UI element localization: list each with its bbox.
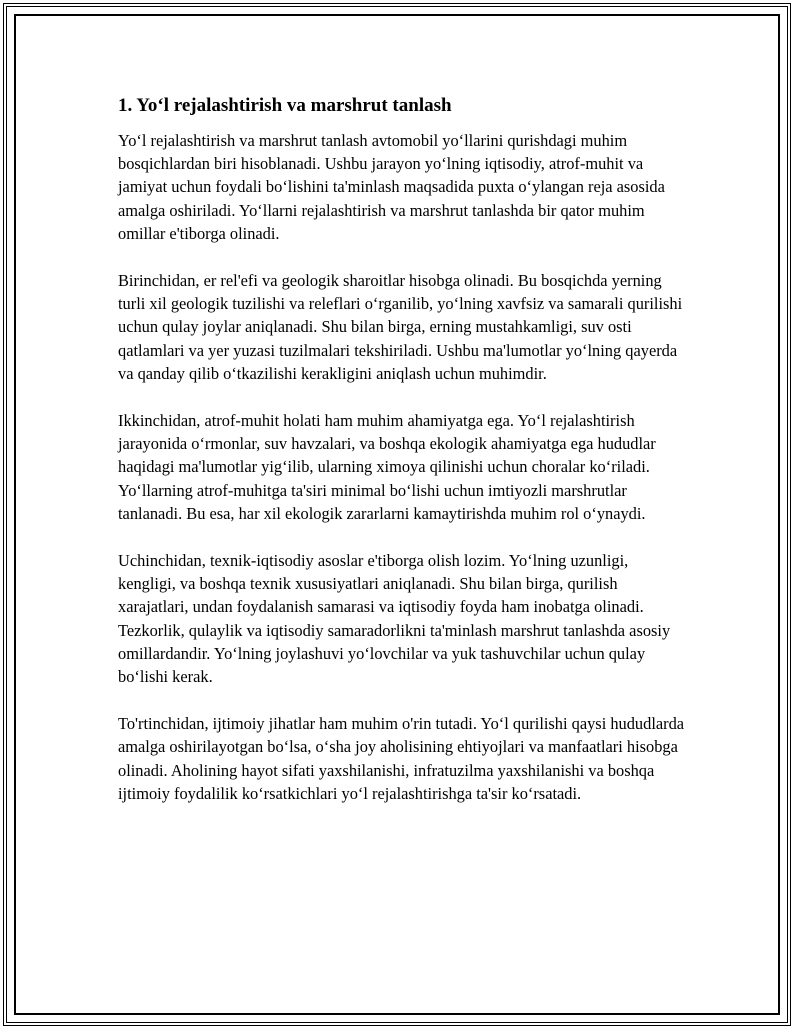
paragraph-fourth: To'rtinchidan, ijtimoiy jihatlar ham muhim o'rin tutadi. Yo‘l qurilishi qaysi hududlarda amalga oshirilayotgan bo‘lsa, o‘sha joy aholisining ehtiyojlari va manfaatlari hisobga olinadi. Aholining hayot sifati yaxshilanishi, infratuzilma yaxshilanishi va boshqa ijtimoiy foydalilik ko‘rsatkichlari yo‘l rejalashtirishga ta'sir ko‘rsatadi.	[118, 714, 685, 803]
paragraph-third: Uchinchidan, texnik-iqtisodiy asoslar e'tiborga olish lozim. Yo‘lning uzunligi, kengligi, va boshqa texnik xususiyatlari aniqlanadi. Shu bilan birga, qurilish xarajatlari, undan foydalanish samarasi va iqtisodiy foyda ham inobatga olinadi. Tezkorlik, qulaylik va iqtisodiy samaradorlikni ta'minlash marshrut tanlashda asosiy omillardandir. Yo‘lning joylashuvi yo‘lovchilar va yuk tashuvchilar uchun qulay bo‘lishi kerak.	[118, 551, 671, 687]
paragraph-intro: Yo‘l rejalashtirish va marshrut tanlash avtomobil yo‘llarini qurishdagi muhim bosqichlardan biri hisoblanadi. Ushbu jarayon yo‘lning iqtisodiy, atrof-muhit va jamiyat uchun foydali bo‘lishini ta'minlash maqsadida puxta o‘ylangan reja asosida amalga oshiriladi. Yo‘llarni rejalashtirish va marshrut tanlashda bir qator muhim omillar e'tiborga olinadi.	[118, 131, 665, 243]
paragraph-second: Ikkinchidan, atrof-muhit holati ham muhim ahamiyatga ega. Yo‘l rejalashtirish jarayonida o‘rmonlar, suv havzalari, va boshqa ekologik ahamiyatga ega hududlar haqidagi ma'lumotlar yig‘ilib, ularning ximoya qilinishi uchun choralar ko‘riladi. Yo‘llarning atrof-muhitga ta'siri minimal bo‘lishi uchun imtiyozli marshrutlar tanlanadi. Bu esa, har xil ekologik zararlarni kamaytirishda muhim rol o‘ynaydi.	[118, 411, 656, 523]
paragraph-first: Birinchidan, er rel'efi va geologik sharoitlar hisobga olinadi. Bu bosqichda yerning turli xil geologik tuzilishi va releflari o‘rganilib, yo‘lning xavfsiz va samarali qurilishi uchun qulay joylar aniqlanadi. Shu bilan birga, erning mustahkamligi, suv osti qatlamlari va yer yuzasi tuzilmalari tekshiriladi. Ushbu ma'lumotlar yo‘lning qayerda va qanday qilib o‘tkazilishi kerakligini aniqlash uchun muhimdir.	[118, 271, 683, 383]
section-heading: 1. Yo‘l rejalashtirish va marshrut tanlash	[118, 95, 452, 116]
document-body	[118, 93, 690, 829]
